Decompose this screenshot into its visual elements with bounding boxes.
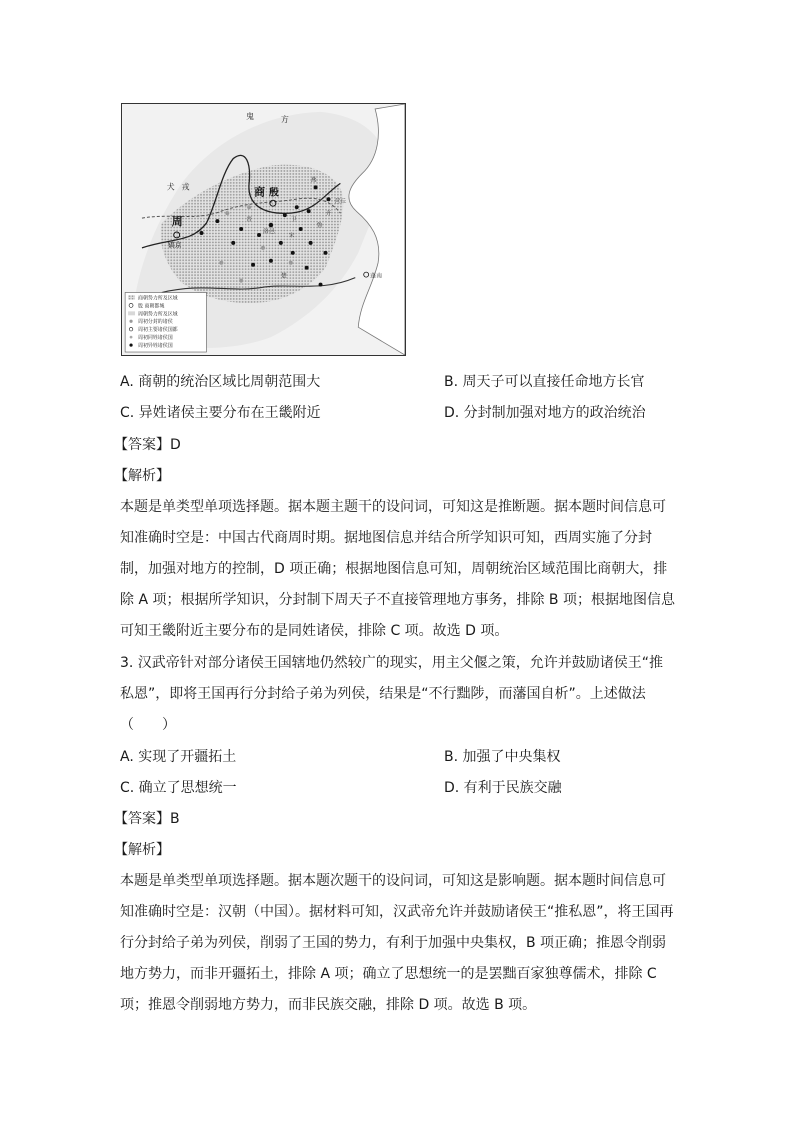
q2-analysis-line: 可知王畿附近主要分布的是同姓诸侯，排除 C 项。故选 D 项。 xyxy=(120,623,509,639)
q3-analysis-line: 本题是单类型单项选择题。据本题次题干的设问词，可知这是影响题。据本题时间信息可 xyxy=(120,873,666,889)
label-fang: 方 xyxy=(280,114,289,124)
label-yingqiu: 营丘 xyxy=(334,198,347,206)
label-luoyi: 洛邑 xyxy=(263,227,275,235)
q3-stem-line: 私恩”，即将王国再行分封给子弟为列侯，结果是“不行黜陟，而藩国自析”。上述做法 xyxy=(120,686,646,702)
map-figure xyxy=(121,103,406,356)
q2-analysis-line: 除 A 项；根据所学知识，分封制下周天子不直接管理地方事务，排除 B 项；根据地图信息 xyxy=(120,592,675,608)
q2-analysis-line: 制，加强对地方的控制，D 项正确；根据地图信息可知，周朝统治区域范围比商朝大，排 xyxy=(120,561,668,577)
q2-option-d: D. 分封制加强对地方的政治统治 xyxy=(444,405,646,421)
q2-option-c: C. 异姓诸侯主要分布在王畿附近 xyxy=(120,405,321,421)
q3-answer-blank: （ ） xyxy=(120,717,176,733)
q3-stem-line: 3. 汉武帝针对部分诸侯王国辖地仍然较广的现实，用主父偃之策，允许并鼓励诸侯王“推 xyxy=(120,655,664,671)
label-wei: 卫 xyxy=(290,216,297,224)
q2-option-b: B. 周天子可以直接任命地方长官 xyxy=(444,374,645,390)
q3-option-a: A. 实现了开疆拓土 xyxy=(120,749,237,765)
q3-answer: 【答案】B xyxy=(114,811,180,827)
label-gui: 鬼 xyxy=(246,111,255,121)
label-haojing: 镐京 xyxy=(167,240,182,249)
q2-option-a: A. 商朝的统治区域比周朝范围大 xyxy=(120,374,321,390)
label-jin: 晋 xyxy=(246,216,253,224)
label-rong: 戎 xyxy=(181,182,190,192)
q3-option-b: B. 加强了中央集权 xyxy=(444,749,561,765)
label-quan: 犬 xyxy=(166,182,175,192)
q3-analysis-line: 行分封给子弟为列侯，削弱了王国的势力，有利于加强中央集权，B 项正确；推恩令削弱 xyxy=(120,935,667,951)
q2-analysis-tag: 【解析】 xyxy=(114,468,170,484)
label-yan: 燕 xyxy=(310,176,317,184)
svg-text:周初分封的诸侯: 周初分封的诸侯 xyxy=(138,319,173,326)
q2-analysis-line: 本题是单类型单项选择题。据本题主题干的设问词，可知这是推断题。据本题时间信息可 xyxy=(120,499,666,515)
q3-analysis-line: 项；推恩令削弱地方势力，而非民族交融，排除 D 项。故选 B 项。 xyxy=(120,997,537,1013)
label-lu: 鲁 xyxy=(316,222,323,230)
q3-analysis-line: 地方势力，而非开疆拓土，排除 A 项；确立了思想统一的是罢黜百家独尊儒术，排除 C xyxy=(120,966,657,982)
q3-analysis-tag: 【解析】 xyxy=(114,842,170,858)
label-qi: 齐 xyxy=(325,210,332,218)
q3-option-d: D. 有利于民族交融 xyxy=(444,780,562,796)
label-fengnan: 蓬南 xyxy=(370,272,383,280)
svg-text:周朝势力所及区域: 周朝势力所及区域 xyxy=(138,311,178,318)
label-zhou: 周 xyxy=(171,215,183,229)
label-yin: 殷 xyxy=(268,187,279,199)
svg-text:周初主要诸侯国都: 周初主要诸侯国都 xyxy=(138,327,178,334)
svg-text:周初异姓诸侯国: 周初异姓诸侯国 xyxy=(138,343,173,350)
q3-analysis-line: 知准确时空是：汉朝（中国）。据材料可知，汉武帝允许并鼓励诸侯王“推私恩”，将王国再 xyxy=(120,904,674,920)
svg-text:商朝势力所及区域: 商朝势力所及区域 xyxy=(138,295,178,302)
svg-text:殷 商朝都城: 殷 商朝都城 xyxy=(138,303,165,310)
q2-analysis-line: 知准确时空是：中国古代商周时期。据地图信息并结合所学知识可知，西周实施了分封 xyxy=(120,530,652,546)
q2-answer: 【答案】D xyxy=(114,437,181,453)
svg-text:周初同姓诸侯国: 周初同姓诸侯国 xyxy=(138,335,173,342)
q3-option-c: C. 确立了思想统一 xyxy=(120,780,237,796)
label-shang: 商 xyxy=(254,185,265,199)
label-song: 宋 xyxy=(288,231,295,239)
label-chu: 楚 xyxy=(280,272,287,280)
